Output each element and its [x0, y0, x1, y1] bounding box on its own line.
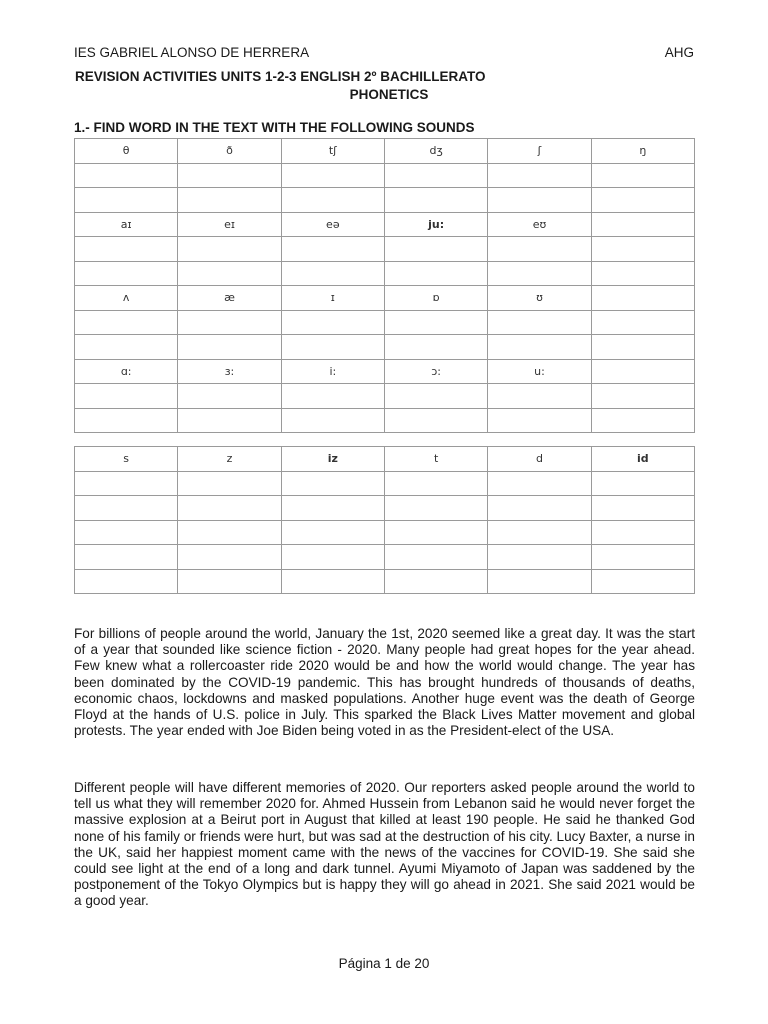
- table-row: [75, 545, 695, 570]
- table-row: [75, 496, 695, 521]
- answer-cell: [591, 310, 694, 335]
- answer-cell: [591, 408, 694, 433]
- answer-cell: [384, 237, 487, 262]
- phonetic-symbol-cell: θ: [75, 139, 178, 164]
- phonetic-symbol-cell: d: [488, 447, 591, 472]
- answer-cell: [178, 163, 281, 188]
- answer-cell: [75, 408, 178, 433]
- phonetic-symbol-cell: dʒ: [384, 139, 487, 164]
- phonetic-symbol-cell: ɑ:: [75, 359, 178, 384]
- answer-cell: [75, 496, 178, 521]
- school-name: IES GABRIEL ALONSO DE HERRERA: [74, 44, 310, 60]
- answer-cell: [281, 384, 384, 409]
- answer-cell: [488, 496, 591, 521]
- answer-cell: [281, 188, 384, 213]
- table-row: [75, 286, 695, 311]
- table-row: [75, 520, 695, 545]
- phonetic-symbol-cell: ŋ: [591, 139, 694, 164]
- answer-cell: [591, 335, 694, 360]
- answer-cell: [591, 237, 694, 262]
- answer-cell: [281, 471, 384, 496]
- phonetic-symbol-cell: ð: [178, 139, 281, 164]
- table-row: [75, 335, 695, 360]
- answer-cell: [488, 237, 591, 262]
- phonetic-symbol-cell: ɔ:: [384, 359, 487, 384]
- phonetic-symbol-cell: eə: [281, 212, 384, 237]
- answer-cell: [488, 163, 591, 188]
- answer-cell: [488, 569, 591, 594]
- document-subtitle: PHONETICS: [349, 87, 429, 102]
- answer-cell: [178, 335, 281, 360]
- answer-cell: [281, 335, 384, 360]
- answer-cell: [591, 286, 694, 311]
- phonetic-symbol-cell: eɪ: [178, 212, 281, 237]
- answer-cell: [384, 471, 487, 496]
- answer-cell: [178, 310, 281, 335]
- answer-cell: [488, 471, 591, 496]
- answer-cell: [384, 520, 487, 545]
- answer-cell: [591, 163, 694, 188]
- answer-cell: [384, 408, 487, 433]
- answer-cell: [384, 261, 487, 286]
- phonetic-symbol-cell: u:: [488, 359, 591, 384]
- phonetic-symbol-cell: iz: [281, 447, 384, 472]
- table-row: [75, 569, 695, 594]
- answer-cell: [384, 188, 487, 213]
- table-row: [75, 408, 695, 433]
- text-paragraph-1: For billions of people around the world, January the 1st, 2020 seemed like a great day. It was the start of a year that sounded like science fiction - 2020. Many people had great hopes for the year ahead. Few knew what a rollercoaster ride 2020 would be and how the world would change. The year has been dominated by the COVID-19 pandemic. This has brought hundreds of thousands of deaths, economic chaos, lockdowns and masked populations. Another huge event was the death of George Floyd at the hands of U.S. police in July. This sparked the Black Lives Matter movement and global protests. The year ended with Joe Biden being voted in as the President-elect of the USA.: [74, 626, 695, 739]
- answer-cell: [591, 384, 694, 409]
- table-row: [75, 384, 695, 409]
- phonetic-symbol-cell: ju:: [384, 212, 487, 237]
- phonetic-symbol-cell: id: [591, 447, 694, 472]
- answer-cell: [488, 384, 591, 409]
- answer-cell: [488, 261, 591, 286]
- answer-cell: [281, 545, 384, 570]
- phonetic-symbol-cell: ɪ: [281, 286, 384, 311]
- sounds-table: [74, 138, 695, 433]
- answer-cell: [591, 471, 694, 496]
- answer-cell: [384, 496, 487, 521]
- answer-cell: [178, 545, 281, 570]
- phonetic-symbol-cell: i:: [281, 359, 384, 384]
- document-title: REVISION ACTIVITIES UNITS 1-2-3 ENGLISH 2º BACHILLERATO: [75, 69, 486, 84]
- answer-cell: [75, 163, 178, 188]
- answer-cell: [281, 237, 384, 262]
- answer-cell: [281, 310, 384, 335]
- phonetic-symbol-cell: ʃ: [488, 139, 591, 164]
- answer-cell: [75, 471, 178, 496]
- answer-cell: [591, 212, 694, 237]
- answer-cell: [384, 310, 487, 335]
- phonetic-symbol-cell: æ: [178, 286, 281, 311]
- answer-cell: [591, 545, 694, 570]
- answer-cell: [178, 569, 281, 594]
- endings-table: [74, 446, 695, 594]
- answer-cell: [281, 261, 384, 286]
- phonetic-symbol-cell: ɜ:: [178, 359, 281, 384]
- answer-cell: [384, 569, 487, 594]
- answer-cell: [178, 520, 281, 545]
- answer-cell: [488, 408, 591, 433]
- answer-cell: [591, 359, 694, 384]
- phonetic-symbol-cell: s: [75, 447, 178, 472]
- table-row: [75, 212, 695, 237]
- table-row: [75, 188, 695, 213]
- answer-cell: [75, 384, 178, 409]
- table-row: [75, 237, 695, 262]
- table-row: [75, 139, 695, 164]
- table-row: [75, 471, 695, 496]
- answer-cell: [281, 520, 384, 545]
- answer-cell: [75, 310, 178, 335]
- answer-cell: [178, 188, 281, 213]
- phonetic-symbol-cell: eʊ: [488, 212, 591, 237]
- table-row: [75, 310, 695, 335]
- answer-cell: [384, 335, 487, 360]
- answer-cell: [75, 261, 178, 286]
- answer-cell: [75, 569, 178, 594]
- phonetic-symbol-cell: aɪ: [75, 212, 178, 237]
- answer-cell: [488, 310, 591, 335]
- answer-cell: [178, 496, 281, 521]
- answer-cell: [591, 496, 694, 521]
- table-row: [75, 163, 695, 188]
- answer-cell: [178, 261, 281, 286]
- answer-cell: [384, 163, 487, 188]
- answer-cell: [178, 237, 281, 262]
- answer-cell: [281, 496, 384, 521]
- phonetic-symbol-cell: t: [384, 447, 487, 472]
- text-paragraph-2: Different people will have different memories of 2020. Our reporters asked people around the world to tell us what they will remember 2020 for. Ahmed Hussein from Lebanon said he would never forget the massive explosion at a Beirut port in August that killed at least 190 people. He said he thanked God none of his family or friends were hurt, but was sad at the destruction of his city. Lucy Baxter, a nurse in the UK, said her happiest moment came with the news of the vaccines for COVID-19. She said she could see light at the end of a long and dark tunnel. Ayumi Miyamoto of Japan was saddened by the postponement of the Tokyo Olympics but is happy they will go ahead in 2021. She said 2021 would be a good year.: [74, 780, 695, 909]
- answer-cell: [178, 384, 281, 409]
- answer-cell: [591, 188, 694, 213]
- phonetic-symbol-cell: ɒ: [384, 286, 487, 311]
- answer-cell: [488, 545, 591, 570]
- phonetic-symbol-cell: ʌ: [75, 286, 178, 311]
- answer-cell: [281, 569, 384, 594]
- answer-cell: [75, 335, 178, 360]
- answer-cell: [281, 408, 384, 433]
- table-row: [75, 359, 695, 384]
- table-row: [75, 261, 695, 286]
- answer-cell: [384, 384, 487, 409]
- answer-cell: [488, 188, 591, 213]
- author-initials: AHG: [664, 44, 694, 60]
- answer-cell: [591, 261, 694, 286]
- answer-cell: [488, 520, 591, 545]
- answer-cell: [591, 520, 694, 545]
- exercise-heading: 1.- FIND WORD IN THE TEXT WITH THE FOLLOWING SOUNDS: [74, 120, 475, 135]
- answer-cell: [75, 188, 178, 213]
- phonetic-symbol-cell: z: [178, 447, 281, 472]
- answer-cell: [178, 408, 281, 433]
- answer-cell: [75, 545, 178, 570]
- answer-cell: [281, 163, 384, 188]
- table-row: [75, 447, 695, 472]
- page-number: Página 1 de 20: [338, 956, 430, 971]
- answer-cell: [591, 569, 694, 594]
- phonetic-symbol-cell: tʃ: [281, 139, 384, 164]
- answer-cell: [75, 237, 178, 262]
- answer-cell: [488, 335, 591, 360]
- answer-cell: [384, 545, 487, 570]
- answer-cell: [75, 520, 178, 545]
- page-header: [74, 43, 694, 61]
- answer-cell: [178, 471, 281, 496]
- phonetic-symbol-cell: ʊ: [488, 286, 591, 311]
